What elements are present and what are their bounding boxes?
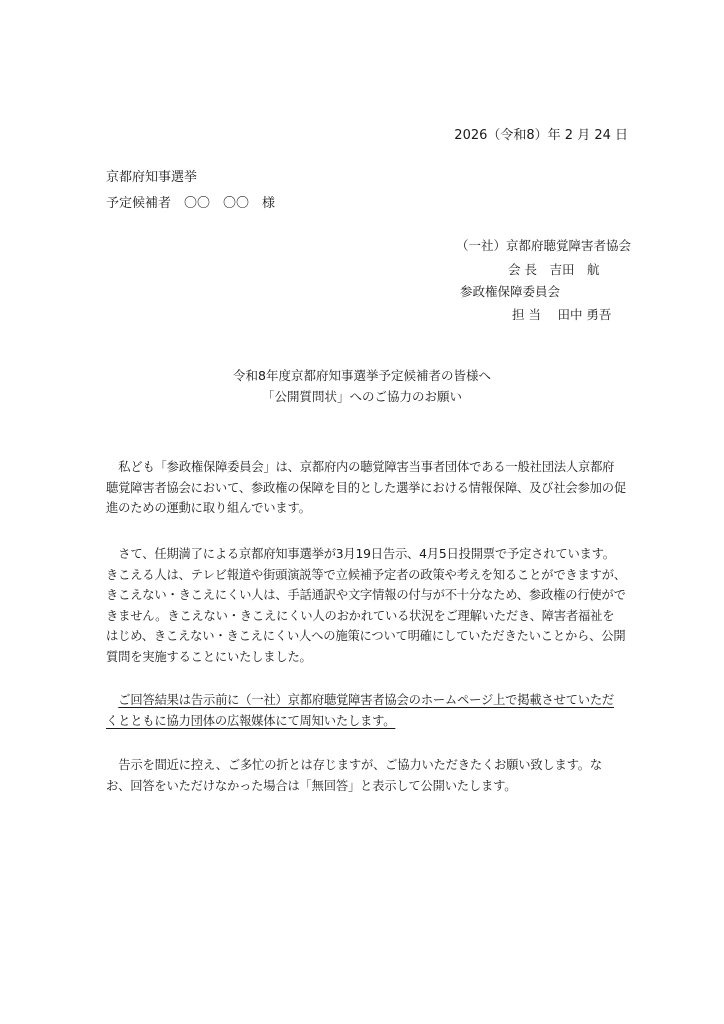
letter-title-line1: 令和8年度京都府知事選挙予定候補者の皆様へ [233, 368, 491, 383]
body-paragraph-intro: 私ども「参政権保障委員会」は、京都府内の聴覚障害当事者団体である一般社団法人京都府聴覚障害者協会において、参政権の保障を目的とした選挙における情報保障、及び社会参加の促進のための運動に取り組んでいます。 [106, 460, 626, 515]
body-paragraph-purpose: さて、任期満了による京都府知事選挙が3月19日告示、4月5日投開票で予定されています。きこえる人は、テレビ報道や街頭演説等で立候補予定者の政策や考えを知ることができますが、きこえない・きこえにくい人は、手話通訳や文字情報の付与が不十分なため、参政権の行使ができません。きこえない・きこえにくい人のおかれている状況をご理解いただき、障害者福祉をはじめ、きこえない・きこえにくい人への施策について明確にしていただきたいことから、公開質問を実施することにいたしました。 [106, 547, 626, 664]
sender-contact: 担 当 田中 勇吾 [512, 307, 612, 322]
letter-date: 2026（令和8）年 2 月 24 日 [454, 128, 628, 143]
body-paragraph-closing: 告示を間近に控え、ご多忙の折とは存じますが、ご協力いただきたくお願い致します。なお、回答をいただけなかった場合は「無回答」と表示して公開いたします。 [106, 758, 602, 793]
recipient-candidate: 予定候補者 〇〇 〇〇 様 [106, 196, 276, 211]
recipient-election: 京都府知事選挙 [106, 170, 198, 185]
sender-organization: （一社）京都府聴覚障害者協会 [456, 238, 632, 253]
sender-committee: 参政権保障委員会 [460, 284, 561, 299]
body-paragraph-publication: ご回答結果は告示前に（一社）京都府聴覚障害者協会のホームページ上で掲載させていただくとともに協力団体の広報媒体にて周知いたします。 [106, 693, 615, 728]
sender-president: 会 長 吉田 航 [508, 262, 600, 277]
letter-title-line2: 「公開質問状」へのご協力のお願い [261, 389, 462, 404]
